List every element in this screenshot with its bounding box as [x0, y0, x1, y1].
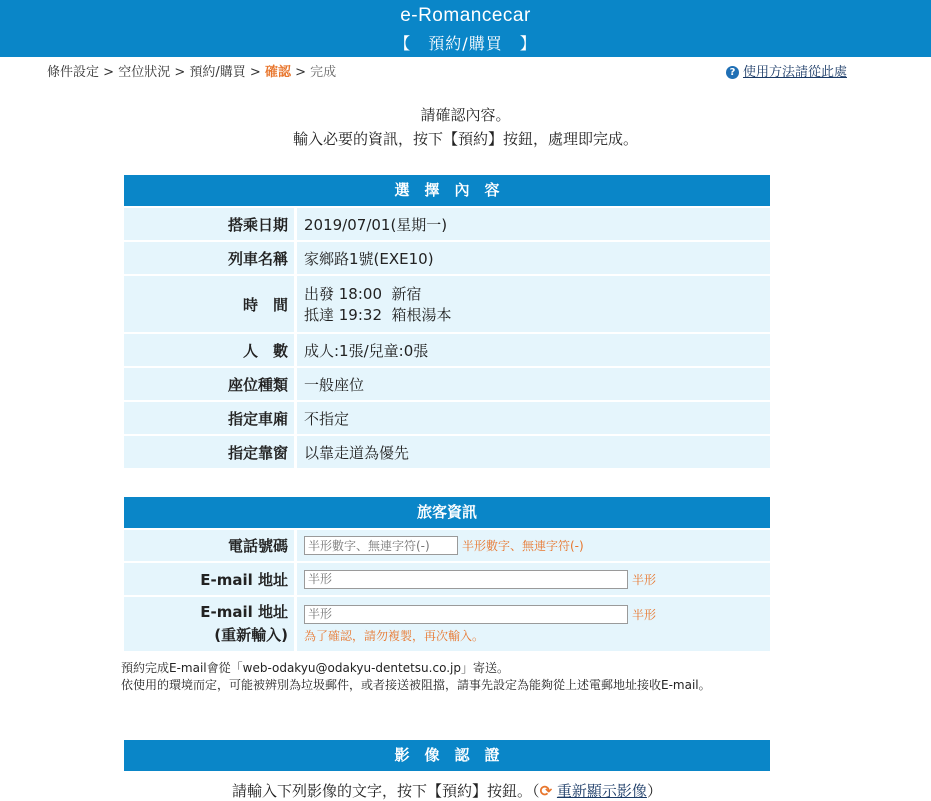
help-label: 使用方法請從此處: [742, 65, 847, 80]
breadcrumb-step-booking: 預約/購買: [189, 65, 246, 80]
row-phone: 電話號碼 半形數字、無連字符(-) 半形數字、無連字符(-): [124, 528, 770, 561]
row-train: 列車名稱 家鄉路1號(EXE10): [124, 240, 770, 274]
selection-section: [124, 175, 770, 468]
selection-title: 選 擇 內 容: [124, 175, 770, 206]
top-header: [0, 0, 931, 57]
intro-line-1: 請確認內容。: [420, 106, 511, 124]
email-notes: [121, 660, 741, 694]
passenger-title: 旅客資訊: [124, 497, 770, 528]
email-confirm-warning: 為了確認，請勿複製，再次輸入。: [304, 628, 485, 643]
captcha-instruction: 請輸入下列影像的文字，按下【預約】按鈕。（⟳ 重新顯示影像）: [124, 771, 770, 801]
help-link[interactable]: [726, 61, 847, 80]
refresh-icon[interactable]: ⟳: [539, 782, 553, 800]
phone-input[interactable]: [304, 536, 458, 555]
question-icon: ?: [726, 66, 739, 79]
intro-text: [0, 103, 931, 151]
row-date: 搭乘日期 2019/07/01(星期一): [124, 206, 770, 240]
breadcrumb-step-conditions: 條件設定: [47, 65, 100, 80]
departure: 出發 18:00 新宿: [304, 285, 422, 303]
row-email: E-mail 地址 半形 半形: [124, 561, 770, 595]
breadcrumb-step-complete: 完成: [310, 65, 337, 80]
row-email-confirm: E-mail 地址 (重新輸入) 半形 半形 為了確認，請勿複製，再次輸入。: [124, 595, 770, 651]
intro-line-2: 輸入必要的資訊，按下【預約】按鈕，處理即完成。: [292, 130, 638, 148]
passenger-section: [124, 497, 770, 651]
breadcrumb-step-confirm: 確認: [264, 65, 291, 80]
email-hint: 半形: [632, 572, 657, 587]
row-car: 指定車廂 不指定: [124, 400, 770, 434]
captcha-title: 影 像 認 證: [124, 740, 770, 771]
row-persons: 人 數 成人:1張/兒童:0張: [124, 332, 770, 366]
page-subtitle: 【 預約/購買 】: [394, 34, 537, 53]
email-confirm-input[interactable]: [304, 605, 628, 624]
row-time: 時 間 出發 18:00 新宿 抵達 19:32 箱根湯本: [124, 274, 770, 332]
breadcrumb: 條件設定 > 空位狀況 > 預約/購買 > 確認 > 完成: [47, 65, 337, 80]
row-window: 指定靠窗 以靠走道為優先: [124, 434, 770, 468]
arrival: 抵達 19:32 箱根湯本: [304, 306, 452, 324]
brand-logo[interactable]: e-Romancecar: [400, 5, 531, 26]
row-seat-type: 座位種類 一般座位: [124, 366, 770, 400]
breadcrumb-step-availability: 空位狀況: [118, 65, 171, 80]
captcha-section: [124, 740, 770, 801]
phone-hint: 半形數字、無連字符(-): [462, 539, 584, 553]
email-input[interactable]: [304, 570, 628, 589]
notes-line-1: 預約完成E-mail會從「web-odakyu@odakyu-dentetsu.co.jp」寄送。: [121, 661, 509, 675]
email-confirm-hint: 半形: [632, 607, 657, 622]
notes-line-2: 依使用的環境而定，可能被辨別為垃圾郵件，或者接送被阻擋，請事先設定為能夠從上述電郵地址接收E-mail。: [121, 678, 711, 692]
refresh-image-link[interactable]: 重新顯示影像: [556, 782, 647, 800]
